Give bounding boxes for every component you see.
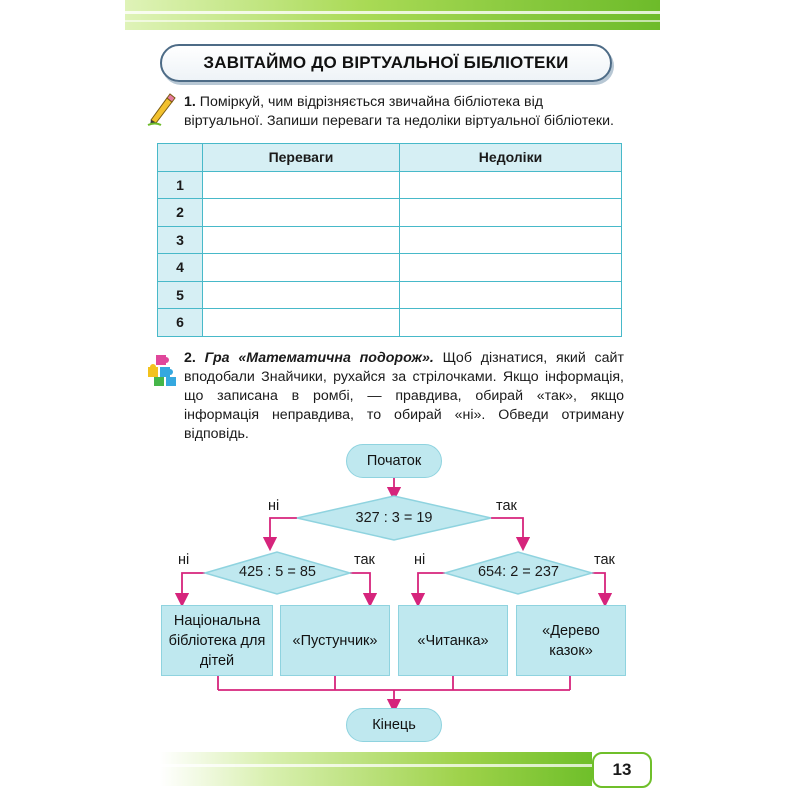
answer-box-1[interactable]: Національна бібліотека для дітей — [161, 605, 273, 676]
header-disadvantages: Недоліки — [400, 144, 622, 172]
table-header-row — [158, 144, 622, 172]
page-title: ЗАВІТАЙМО ДО ВІРТУАЛЬНОЇ БІБЛІОТЕКИ — [160, 44, 612, 82]
disadvantage-cell[interactable] — [400, 281, 622, 309]
label-yes: так — [354, 552, 375, 568]
advantage-cell[interactable] — [203, 254, 400, 282]
header-advantages: Переваги — [203, 144, 400, 172]
page-number: 13 — [592, 752, 652, 788]
disadvantage-cell[interactable] — [400, 171, 622, 199]
row-number: 2 — [158, 199, 203, 227]
pencil-icon — [147, 92, 177, 126]
disadvantage-cell[interactable] — [400, 226, 622, 254]
bottom-decorative-bar — [160, 752, 592, 786]
row-number: 3 — [158, 226, 203, 254]
task-1-number: 1. — [184, 94, 196, 110]
advantage-cell[interactable] — [203, 309, 400, 337]
advantages-table — [157, 143, 622, 337]
table-row — [158, 281, 622, 309]
answer-box-4[interactable]: «Дерево казок» — [516, 605, 626, 676]
row-number: 5 — [158, 281, 203, 309]
row-number: 6 — [158, 309, 203, 337]
task-2-number: 2. — [184, 350, 196, 366]
diamond-right-text: 654: 2 = 237 — [477, 564, 560, 580]
task-2-text: Щоб дізнатися, який сайт вподобали Знайчики, рухайся за стрілочками. Якщо інформація, що записана в ромбі, — правдива, обирай «так», якщо інформація неправдива, то обирай «ні». Обведи отриману відповідь. — [184, 350, 624, 442]
table-row — [158, 254, 622, 282]
diamond-top-text: 327 : 3 = 19 — [355, 510, 433, 526]
task-1 — [184, 93, 624, 131]
table-corner — [158, 144, 203, 172]
table-row — [158, 226, 622, 254]
row-number: 4 — [158, 254, 203, 282]
end-node: Кінець — [346, 708, 442, 742]
diamond-left-text: 425 : 5 = 85 — [239, 564, 316, 580]
disadvantage-cell[interactable] — [400, 309, 622, 337]
label-no: ні — [414, 552, 426, 568]
advantage-cell[interactable] — [203, 226, 400, 254]
table-row — [158, 171, 622, 199]
label-no: ні — [178, 552, 190, 568]
table-row — [158, 309, 622, 337]
label-yes: так — [594, 552, 615, 568]
label-no: ні — [268, 498, 280, 514]
advantage-cell[interactable] — [203, 171, 400, 199]
flowchart — [150, 440, 650, 750]
disadvantage-cell[interactable] — [400, 254, 622, 282]
task-2-game-name: Гра «Математична подорож». — [204, 350, 434, 366]
top-decorative-bar — [125, 0, 660, 30]
advantage-cell[interactable] — [203, 281, 400, 309]
start-node: Початок — [346, 444, 442, 478]
flowchart-lines — [150, 440, 650, 750]
task-2 — [184, 349, 624, 444]
puzzle-icon — [146, 353, 180, 387]
label-yes: так — [496, 498, 517, 514]
disadvantage-cell[interactable] — [400, 199, 622, 227]
answer-box-2[interactable]: «Пустунчик» — [280, 605, 390, 676]
answer-box-3[interactable]: «Читанка» — [398, 605, 508, 676]
row-number: 1 — [158, 171, 203, 199]
advantage-cell[interactable] — [203, 199, 400, 227]
table-row — [158, 199, 622, 227]
task-1-text: Поміркуй, чим відрізняється звичайна бібліотека від віртуальної. Запиши переваги та недоліки віртуальної бібліотеки. — [184, 94, 615, 129]
